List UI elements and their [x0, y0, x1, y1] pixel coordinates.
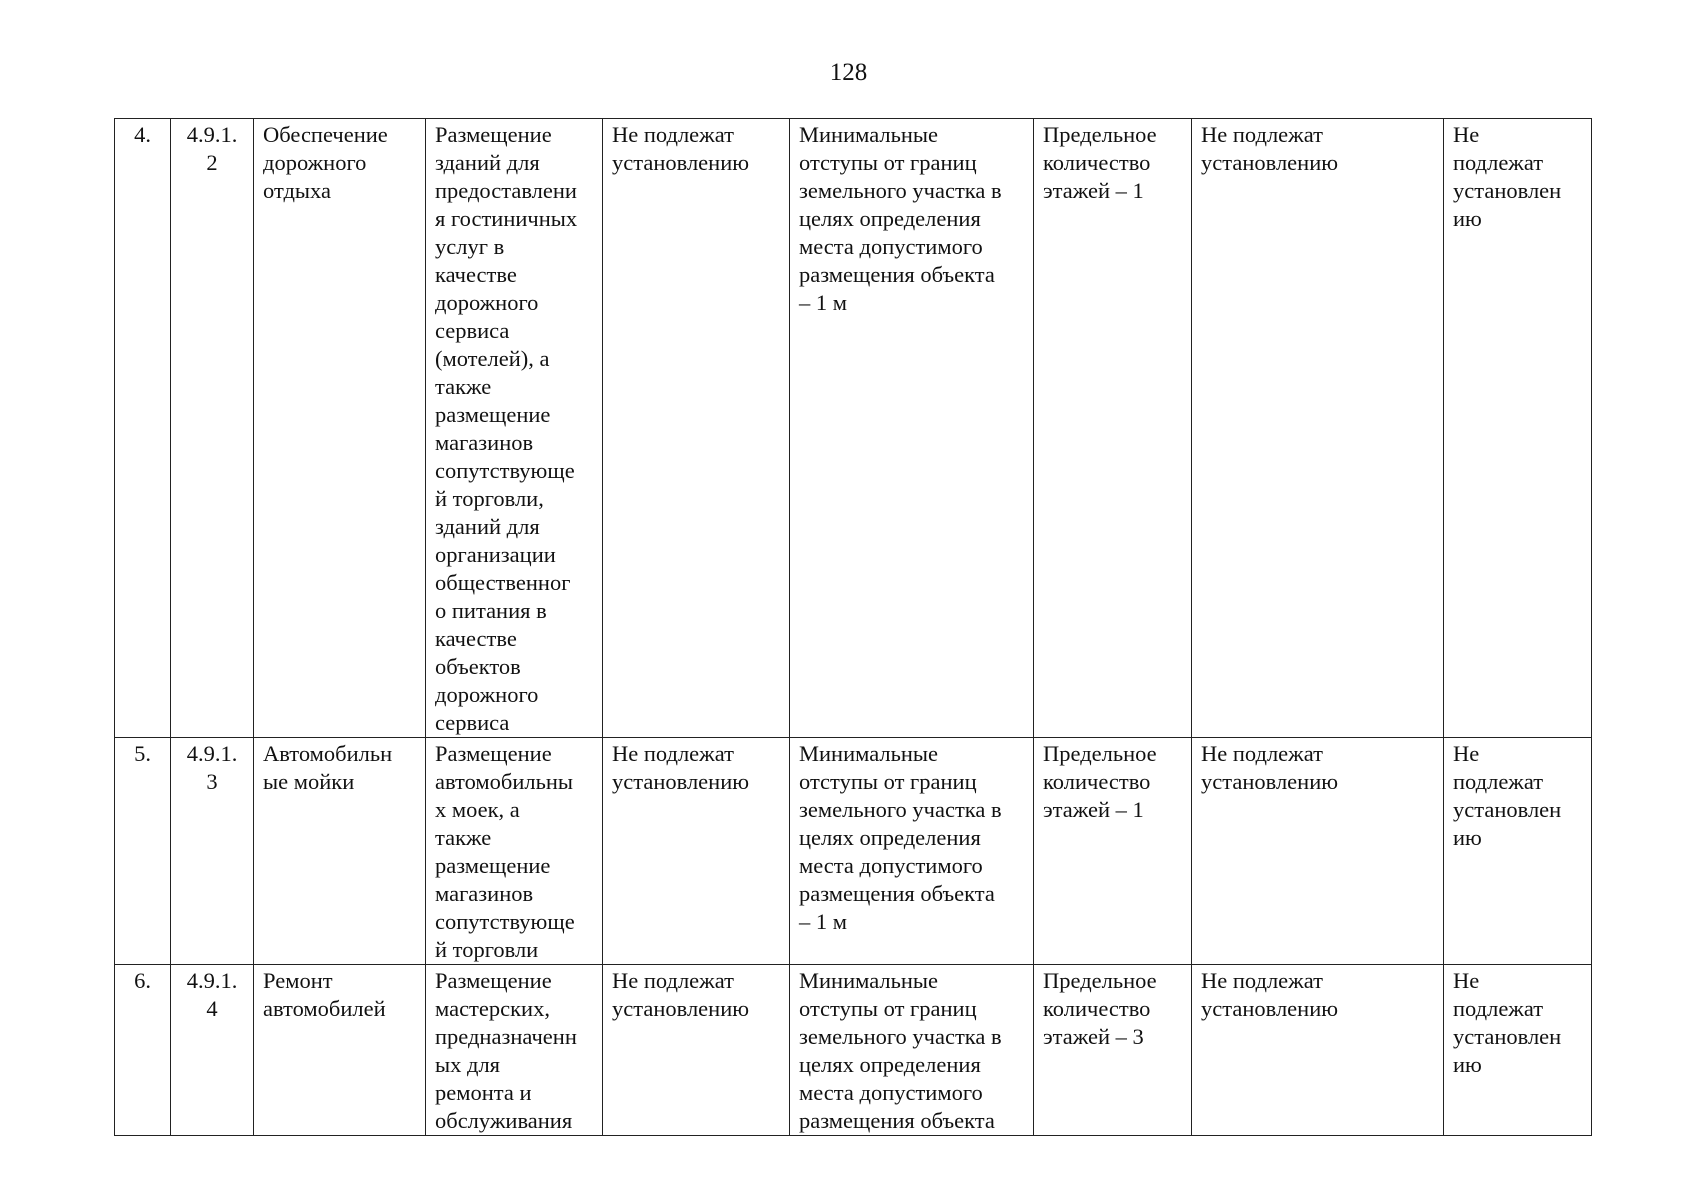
other-cell — [1444, 119, 1592, 738]
setbacks-cell — [790, 738, 1034, 965]
setbacks-value: Минимальные отступы от границ земельного участка в целях определения места допустимого размещения объекта – 1 м — [799, 741, 1002, 934]
use-description: Размещение автомобильны х моек, а также размещение магазинов сопутствующе й торговли — [435, 741, 575, 962]
use-description: Размещение мастерских, предназначенн ых для ремонта и обслуживания — [435, 968, 577, 1133]
row-number-cell — [115, 119, 171, 738]
use-description: Размещение зданий для предоставлени я гостиничных услуг в качестве дорожного сервиса (мотелей), а также размещение магазинов сопутствующе й торговли, зданий для организации общественног о питания в качестве объектов дорожного сервиса — [435, 122, 578, 735]
floors-cell — [1034, 965, 1192, 1136]
other-cell — [1444, 965, 1592, 1136]
row-number-cell — [115, 965, 171, 1136]
other-value: Не подлежат установлен ию — [1453, 968, 1562, 1077]
use-name: Ремонт автомобилей — [263, 968, 386, 1021]
plot-size-value: Не подлежат установлению — [612, 968, 750, 1021]
regulations-table — [114, 118, 1592, 1136]
coverage-cell — [1192, 738, 1444, 965]
row-number: 6. — [134, 968, 151, 993]
setbacks-value: Минимальные отступы от границ земельного участка в целях определения места допустимого размещения объекта – 1 м — [799, 122, 1002, 315]
other-value: Не подлежат установлен ию — [1453, 741, 1562, 850]
table-row — [115, 965, 1592, 1136]
plot-size-cell — [603, 738, 790, 965]
other-cell — [1444, 738, 1592, 965]
code-cell — [171, 738, 254, 965]
table-row — [115, 738, 1592, 965]
coverage-value: Не подлежат установлению — [1201, 122, 1339, 175]
name-cell — [254, 738, 426, 965]
coverage-cell — [1192, 119, 1444, 738]
coverage-value: Не подлежат установлению — [1201, 741, 1339, 794]
other-value: Не подлежат установлен ию — [1453, 122, 1562, 231]
plot-size-cell — [603, 119, 790, 738]
name-cell — [254, 965, 426, 1136]
setbacks-cell — [790, 119, 1034, 738]
use-name: Автомобильн ые мойки — [263, 741, 393, 794]
floors-value: Предельное количество этажей – 1 — [1043, 741, 1157, 822]
setbacks-cell — [790, 965, 1034, 1136]
name-cell — [254, 119, 426, 738]
coverage-cell — [1192, 965, 1444, 1136]
floors-cell — [1034, 119, 1192, 738]
plot-size-value: Не подлежат установлению — [612, 122, 750, 175]
description-cell — [426, 119, 603, 738]
use-code: 4.9.1. 2 — [186, 122, 238, 175]
coverage-value: Не подлежат установлению — [1201, 968, 1339, 1021]
page-number: 128 — [829, 59, 868, 86]
description-cell — [426, 965, 603, 1136]
code-cell — [171, 119, 254, 738]
use-name: Обеспечение дорожного отдыха — [263, 122, 388, 203]
description-cell — [426, 738, 603, 965]
row-number-cell — [115, 738, 171, 965]
floors-value: Предельное количество этажей – 1 — [1043, 122, 1157, 203]
floors-cell — [1034, 738, 1192, 965]
plot-size-cell — [603, 965, 790, 1136]
row-number: 4. — [134, 122, 151, 147]
use-code: 4.9.1. 3 — [186, 741, 238, 794]
table-row — [115, 119, 1592, 738]
setbacks-value: Минимальные отступы от границ земельного участка в целях определения места допустимого размещения объекта — [799, 968, 1002, 1133]
row-number: 5. — [134, 741, 151, 766]
floors-value: Предельное количество этажей – 3 — [1043, 968, 1157, 1049]
plot-size-value: Не подлежат установлению — [612, 741, 750, 794]
code-cell — [171, 965, 254, 1136]
use-code: 4.9.1. 4 — [186, 968, 238, 1021]
